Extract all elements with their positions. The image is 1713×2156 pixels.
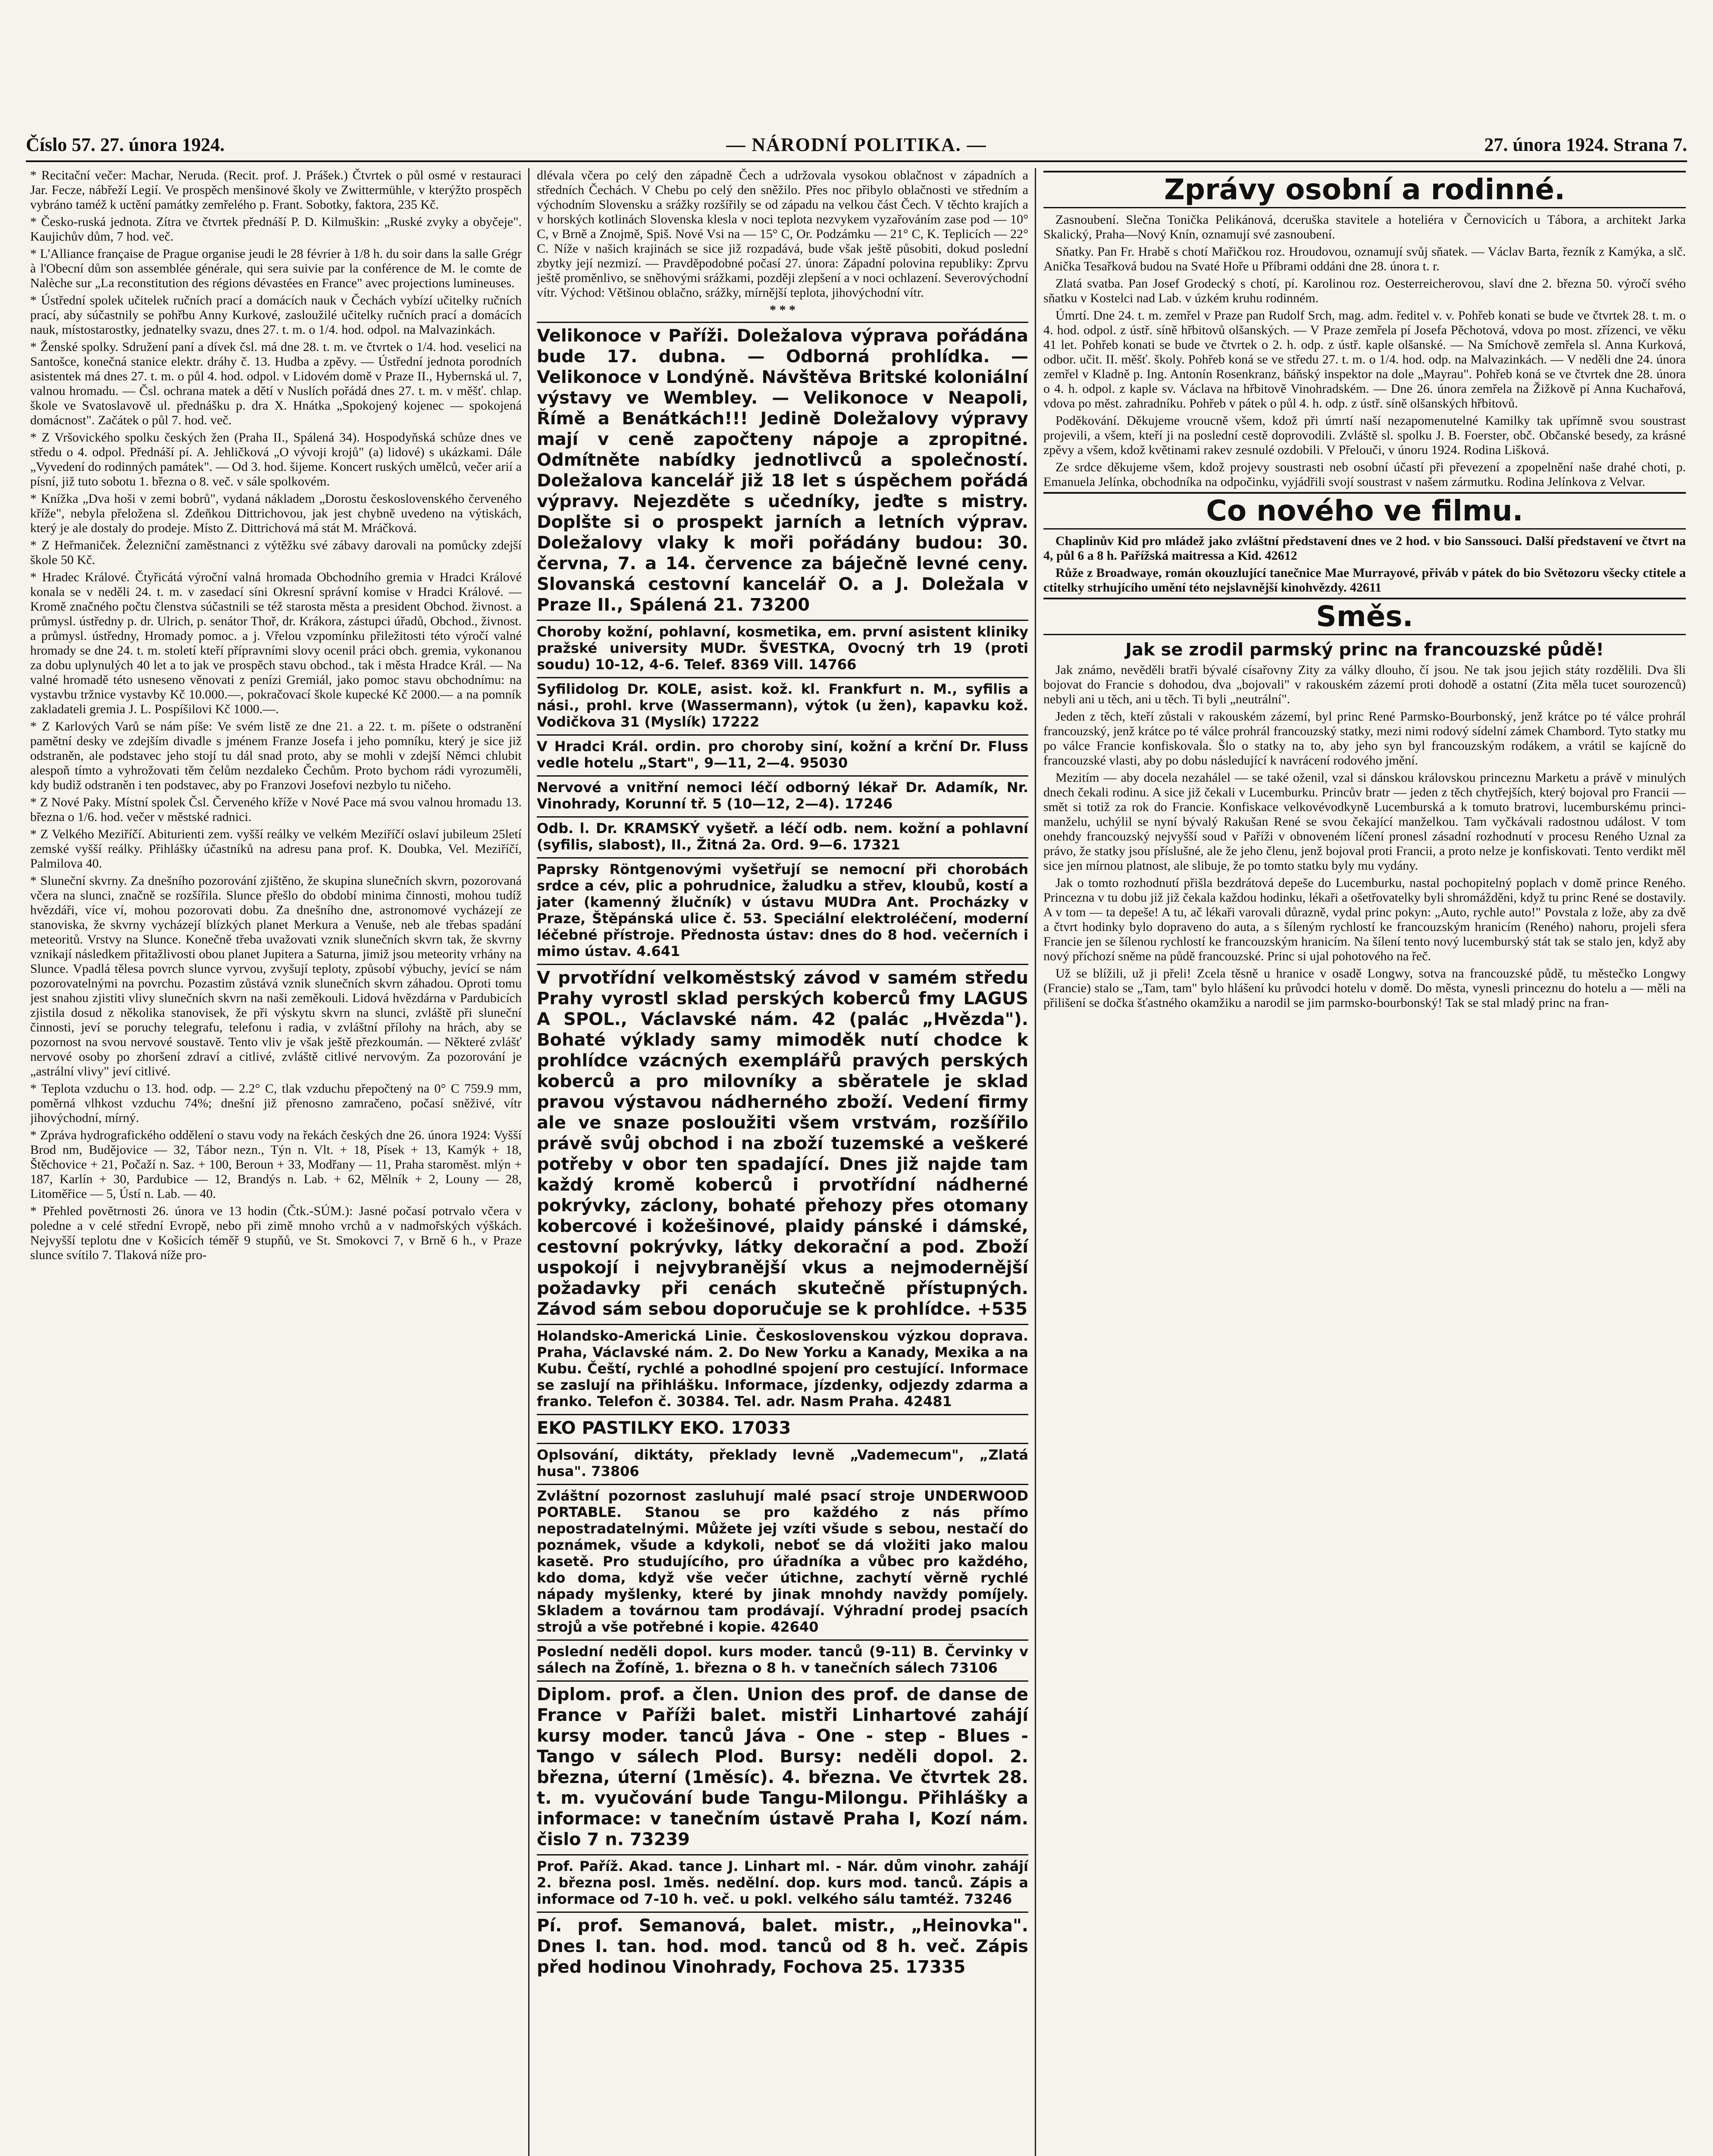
header-rule (26, 160, 1687, 162)
news-item: * Přehled povětrnosti 26. února ve 13 hodin (Čtk.-SÚM.): Jasné počasí potrvalo včera v poledne a v celé střední Evropě, nebo při zimě mnoho vrchů a v nadmořských výškách. Nejvyšší teplotu dne v Košicích téměř 9 stupňů, ve St. Smokovci 7, v Brně 6 h., v Praze slunce svítilo 7. Tlaková níže pro- (30, 1204, 522, 1262)
section-heading-personal: Zprávy osobní a rodinné. (1043, 171, 1686, 208)
news-item: * Zpráva hydrografického oddělení o stavu vody na řekách českých dne 26. února 1924: Vyšší Brod nm, Budějovice — 32, Tábor nezn., Týn n. Vlt. + 18, Písek + 13, Kamýk + 18, Štěchovice + 21, Počaží n. Saz. + 100, Beroun + 33, Modřany — 11, Praha staroměst. mlýn + 187, Karlín + 30, Pardubice — 12, Brandýs n. Lab. + 62, Mělník + 2, Louny — 28, Litoměřice — 5, Ústí n. Lab. — 40. (30, 1128, 522, 1201)
personal-notice: Zasnoubení. Slečna Tonička Pelikánová, dceruška stavitele a hoteliéra v Černovicích u Tábora, a architekt Jarka Skalický, Praha—Nový Knín, oznamují své zasnoubení. (1043, 213, 1686, 241)
advert-roentgen: Paprsky Röntgenovými vyšetřují se nemocní při chorobách srdce a cév, plic a pohrudnice, žaludku a střev, kloubů, kostí a jater (kamenný žlučník) v ústavu MUDra Ant. Procházky v Praze, Štěpánská ulice č. 53. Speciální elektroléčení, moderní léčebné přístroje. Přednosta ústav: dnes do 8 hod. večerních i mimo ústav. 4.641 (537, 857, 1028, 959)
personal-notice: Ze srdce děkujeme všem, kdož projevy soustrasti neb osobní účastí při převezení a zpopelnění naše drahé choti, p. Emanuela Jelínka, obchodníka na odpočinku, vyjádřili svojí soustrast v našem zármutku. Rodina Jelínkova z Velvar. (1043, 460, 1686, 489)
film-notice: Růže z Broadwaye, román okouzlující tanečnice Mae Murrayové, přiváb v pátek do bio Světozoru všecky ctitele a ctitelky strhujícího umění této nejslavnější kinohvězdy. 42611 (1043, 566, 1686, 595)
advert-lagus-carpets: V prvotřídní velkoměstský závod v samém středu Prahy vyrostl sklad perských koberců fmy LAGUS A SPOL., Václavské nám. 42 (palác „Hvězda"). Bohaté výklady samy mimoděk nutí chodce k prohlídce vzácných exemplářů pravých perských koberců a pro milovníky a sběratele je sklad pravou výstavou nádherného zboží. Vedení firmy ale ve snaze posloužiti všem vrstvám, rozšířilo právě svůj obchod i na zboží tuzemské a veškeré potřeby v obor ten spadající. Dnes již najde tam každý kromě koberců i prvotřídní nádherné pokrývky, záclony, bohaté přehozy přes otomany kobercové i kožešinové, plaidy pánské i dámské, cestovní pokrývky, látky dekorační a pod. Zboží uspokojí i nejvybranější vkus a nejmodernější požadavky při cenách skutečně přístupných. Závod sám sebou doporučuje se k prohlídce. +535 (537, 964, 1028, 1319)
column-3 (1043, 168, 1686, 2156)
advert-holland-america: Holandsko-Americká Linie. Československou výzkou doprava. Praha, Václavské nám. 2. Do New Yorku a Kanady, Mexika a na Kubu. Čeští, rychlé a pohodlné spojení pro cestující. Informace se zaslují na přihlášku. Informace, jízdenky, odjezdy zdarma a franko. Telefon č. 30384. Tel. adr. Nasm Praha. 42481 (537, 1324, 1028, 1410)
news-item: * Hradec Králové. Čtyřicátá výroční valná hromada Obchodního gremia v Hradci Králové konala se v neděli 24. t. m. v zasedací síni Okresní správní komise v Hradci Králové. — Kromě značného počtu členstva súčastnili se též starosta města a president Obchod. živnost. a průmysl. ústředny p. dr. Ulrich, p. senátor Thoř, dr. Krákora, zástupci úřadů, Obchod., živnost. a průmysl. ústředny, Hromady pomoc. a j. Vřelou vzpomínku přiležitosti této výročí valné hromady se dne 24. t. m. století kteří přípravními slovy ocenil práci obch. gremia, vykonanou za dobu uplynulých 40 let a to jak ve prospěch stavu obchod., tak i města Hradce Král. — Na valné hromadě této usneseno věnovati z penízi Gremiál, jako pomoc stavu obchodnímu: na vystavbu tržnice vystavby Kč 10.000.—, pokračovací škole kupecké Kč 2000.— a na pomník zakladateli gremia J. L. Pospíšilovi Kč 1000.—. (30, 570, 522, 716)
separator-stars: * * * (770, 303, 795, 317)
advert-doctor: Odb. l. Dr. KRAMSKÝ vyšetř. a léčí odb. nem. kožní a pohlavní (syfilis, slabost), II., Žitná 2a. Ord. 9—6. 17321 (537, 816, 1028, 853)
personal-notice: Poděkování. Děkujeme vroucně všem, kdož při úmrtí naší nezapomenutelné Kamilky tak upřímně svou soustrast projevili, a všem, kteří ji na poslední cestě doprovodili. Zvláště sl. spolku J. B. Foerster, obč. Občanské besedy, za krásné zpěvy a všem, kdož květinami rakev zesnulé ozdobili. V Přelouči, v únoru 1924. Rodina Lišková. (1043, 414, 1686, 457)
advert-dolezal-travel: Velikonoce v Paříži. Doležalova výprava pořádána bude 17. dubna. — Odborná prohlídka. — Velikonoce v Londýně. Návštěva Britské koloniální výstavy ve Wembley. — Velikonoce v Neapoli, Římě a Benátkách!!! Jedině Doležalovy výpravy mají v ceně započteny nápoje a zpropitné. Odmítněte nabídky jednotlivců a společností. Doležalova kancelář již 18 let s úspěchem pořádá výpravy. Nejezděte s učedníky, jeďte s mistry. Doplšte si o prospekt jarních a letních výprav. Doležalovy vlaky k moři pořádány budou: 30. června, 7. a 14. července za báječně levné ceny. Slovanská cestovní kancelář O. a J. Doležala v Praze II., Spálená 21. 73200 (537, 322, 1028, 615)
column-2 (537, 168, 1028, 2156)
column-divider (1035, 168, 1036, 2156)
personal-notice: Zlatá svatba. Pan Josef Grodecký s chotí, pí. Karolinou roz. Oesterreicherovou, slaví dne 2. března 50. výročí svého sňatku v Kostelci nad Lab. v úzkém kruhu rodinném. (1043, 276, 1686, 305)
advert-eko-pastilky: EKO PASTILKY EKO. 17033 (537, 1414, 1028, 1438)
article-paragraph: Jak známo, nevěděli bratři bývalé císařovny Zity za války dlouho, čí jsou. Ne tak jsou jejich státy rozdělili. Dva šli bojovat do Francie s dohodou, dva „bojovali" v rakouském zázemí proti dohodě a ostatní (Zita měla tucet sourozenců) nebyli ani u těch, ani u těch. Ti byli „neutrální". (1043, 663, 1686, 706)
section-heading-film: Co nového ve filmu. (1043, 492, 1686, 530)
news-item: * Knížka „Dva hoši v zemi bobrů", vydaná nákladem „Dorostu československého červeného kříže", nebyla přeložena sl. Zdeňkou Dittrichovou, jak jest chybně uvedeno na výtiskách, který je ale dostaly do prodeje. Místo Z. Dittrichová má stát M. Mráčková. (30, 492, 522, 535)
news-item: * Sluneční skvrny. Za dnešního pozorování zjištěno, že skupina slunečních skvrn, pozorovaná včera na slunci, značně se rozšířila. Slunce přešlo do období minima činnosti, mohou tudíž hvězdáři, více ví, mohou pozorovati dobu. Za dnešního dne, astronomové vycházejí ze stanoviska, že skvrny vycházejí blízkých planet Merkura a Venuše, neb ale třebas spadání meteoritů. Vrstvy na Slunce. Konečně třeba uvažovati vznik slunečních skvrn tak, že skvrny vznikají následkem přitažlivosti obou planet Jupitera a Saturna, jimiž jsou meteority vrhány na Slunce. Vpadlá tělesa povrch slunce vyrvou, zvyšují teploty, způsobí výbuchy, jevící se nám pozorovatelnými na povrchu. Pozastim zůstává vznik slunečních skvrn záhadou. Oproti tomu jest snahou zjistiti vlivy slunečních skvrn na naši zeměkouli. Lidová hvězdárna v Pardubicích zjistila dosud z několika stanovisek, že při výskytu skvrn na slunci, zvláště při sluneční činnosti, jeví se poruchy telegrafu, telefonu i radia, v zvláštní přílohy na hrách, aby se pozornost na svou nervové soustavě. Tento vliv je však ještě přezkoumán. — Některé zvlášť nervové osoby po zhoršení zdraví a citlivé, zvláště citlivé nervovým. Za pozorování je „astrální vlivy" jeví citlivé. (30, 874, 522, 1078)
article-paragraph: Jeden z těch, kteří zůstali v rakouském zázemí, byl princ René Parmsko-Bourbonský, jenž krátce po té válce prohrál francouzský, jenž krátce po té válce prohrál francouzský statky, mezi nimi rodový sídelní zámek Chambord. Tyto statky mu po válce Francie konfiskovala. Šlo o statky na to, aby jeho syn byl francouzským rodákem, a vrátil se kajícně do francouzské vlasti, aby po dobu následující k navrácení rodového jmění. (1043, 709, 1686, 768)
advert-linhart-dance: Diplom. prof. a člen. Union des prof. de danse de France v Paříži balet. mistři Linhartové zahájí kursy moder. tanců Jáva - One - step - Blues - Tango v sálech Plod. Bursy: neděli dopol. 2. března, úterní (1měsíc). 4. března. Ve čtvrtek 28. t. m. vyučování bude Tangu-Milongu. Přihlášky a informace: v tanečním ústavě Praha I, Kozí nám. čislo 7 n. 73239 (537, 1680, 1028, 1850)
news-item: * Ústřední spolek učitelek ručních prací a domácích nauk v Čechách vybízí učitelky ručních prací, aby súčastnily se pohřbu Anny Kurkové, zasloužilé učitelky ručních prací a domácích nauk, místostarostky, jednatelky svazu, dnes 27. t. m. o 1/4. hod. odpol. na Malvazinkách. (30, 293, 522, 337)
news-item: * L'Alliance française de Prague organise jeudi le 28 février à 1/8 h. du soir dans la salle Grégr à l'Obecní dům son assemblée générale, qui sera suivie par la conférence de M. le comte de Nalèche sur „La reconstitution des régions dévastées en France" avec projections lumineuses. (30, 247, 522, 290)
article-paragraph: Mezitím — aby docela nezahálel — se také oženil, vzal si dánskou královskou princeznu Marketu a právě v minulých dnech čekali rodinu. A sice již čekali v Lucemburku. Princův bratr — jeden z těch chytřejších, který bojoval pro Francii — smět si totiž za rok do Francie. Konfiskace velkovévodkyně Lucemburská a k tomuto bratrovi, lucemburskému princi-manželu, uchýlil se nyní bývalý Rakušan René se svou čekající manželkou. Tam vyčkávali radostnou událost. V tom onehdy francouzský nejvyšší soud v Paříži v obnoveném líčení pronesl zásadní rozhodnutí v procesu Reného Uznal za právo, že statky jsou příslušné, ale že jeho členu, jenž bojoval proti Francii, a proto nelze je konfiskovati. Tento verdikt měl sice jen mírnou platnost, ale slibuje, že po tomto statku byly mu vydány. (1043, 771, 1686, 873)
header-masthead: — NÁRODNÍ POLITIKA. — (726, 134, 987, 155)
news-item: * Z Karlových Varů se nám píše: Ve svém listě ze dne 21. a 22. t. m. píšete o odstranění pamětní desky ve zdejším divadle s jménem Franze Josefa i jeho pomníku, který je sice již odstraněn, ale podstavec jeho stojí tu dál snad proto, aby se mohli v zdejší Němci chlubit alespoň tímto a vyhrožovati těm čelům nezdaleko Čechům. Proto bychom rádi vyrozuměli, kdy budiž odstraněn i ten podstavec, aby po Franzovi Josefovi nezbylo tu ničeho. (30, 719, 522, 792)
news-item: * Recitační večer: Machar, Neruda. (Recit. prof. J. Prášek.) Čtvrtek o půl osmé v restauraci Jar. Fecze, nábřeží Legií. Ve prospěch menšinové školy ve Zwittermühle, v kterýžto prospěch vybráno taméž k uctění památky zemřelého p. Frant. Sobotky, faktora, 235 Kč. (30, 168, 522, 212)
news-item: * Z Vršovického spolku českých žen (Praha II., Spálená 34). Hospodyňská schůze dnes ve středu o 4. odpol. Přednáší pí. A. Jehličková „O vývoji krojů" (a) lidové) s ukázkami. Dále „Vyvedení do rodinných památek". — Od 3. hod. šijeme. Koncert ruských umělců, večer arií a písní, již tuto sobotu 1. března o 8. več. v sále spolkovém. (30, 430, 522, 489)
header-date-page: 27. února 1924. Strana 7. (1484, 134, 1687, 155)
news-item: * Z Heřmaniček. Železniční zaměstnanci z výtěžku své zábavy darovali na pomůcky zdejší škole 50 Kč. (30, 538, 522, 567)
advert-linhart-junior: Prof. Paříž. Akad. tance J. Linhart ml. - Nár. dům vinohr. zahájí 2. března posl. 1měs. nedělní. dop. kurs mod. tanců. Zápis a informace od 7-10 h. več. u pokl. velkého sálu tamtéž. 73246 (537, 1854, 1028, 1907)
advert-doctor: Choroby kožní, pohlavní, kosmetika, em. první asistent kliniky pražské university MUDr. ŠVESTKA, Ovocný trh 19 (proti soudu) 10-12, 4-6. Telef. 8369 Vill. 14766 (537, 620, 1028, 673)
column-divider (528, 168, 529, 2156)
news-item: * Z Nové Paky. Místní spolek Čsl. Červeného kříže v Nové Pace má svou valnou hromadu 13. března o 1/6. hod. večer v městské radnici. (30, 795, 522, 824)
advert-dance-course: Poslední neděli dopol. kurs moder. tanců (9-11) B. Červinky v sálech na Žofíně, 1. března o 8 h. v tanečních sálech 73106 (537, 1639, 1028, 1676)
news-item: * Ženské spolky. Sdružení paní a dívek čsl. má dne 28. t. m. ve čtvrtek o 1/4. hod. veselici na Santošce, konečná stanice elektr. dráhy č. 13. Hudba a zpěvy. — Ústřední jednota porodních asistentek má dnes 27. t. m. o půl 4. hod. odpol. v Lidovém domě v Praze II., Hybernská ul. 7, valnou hromadu. — Čsl. ochrana matek a dětí v Nuslích pořádá dnes 27. t. m. v měšť. chlap. škole ve Svatoslavově ul. přednášku p. dra X. Hnátka „Spokojený kojenec — spokojená domácnost". Začátek o půl 7. hod. več. (30, 340, 522, 427)
article-paragraph: Jak o tomto rozhodnutí přišla bezdrátová depeše do Lucemburku, nastal pochopitelný poplach v domě prince Reného. Princezna v tu dobu již již čekala každou hodinku, lékaři a ošetřovatelky byli shromážděni, když tu princ René se dostavily. A v tom — ta depeše! A tu, ač lékaři varovali důrazně, vydal princ pokyn: „Auto, rychle auto!" Povstala z lože, aby za dvě a čtvrt hodinky bylo dopraveno do auta, a s šíleným rychlostí ke francouzským hranicím (Reného) nahoru, projeli sfera Francie jen se šílenou rychlostí ke francouzským hranicím. Na šílení tento nový lucemburský stát tak se stalo jen, když aby nový příchozí sněme na půdě francouzské. Princ si ujal pohotového na řeč. (1043, 876, 1686, 963)
weather-continuation: dlévala včera po celý den západně Čech a udržovala vysokou oblačnost v západních a středních Čechách. V Chebu po celý den sněžilo. Přes noc přibylo oblačnosti ve středním a východním Slovensku a srážky rozšířily se od západu na velkou část Čech. V těchto krajích a v horských kotlinách Slovenska klesla v noci teplota nezvykem vyzařováním zase pod — 10° C, v Brně a Znojmě, Spiš. Nové Vsi na — 15° C, Or. Podzámku — 21° C, K. Teplicích — 22° C. Níže v našich krajinách se sice již rozpadává, bude však ještě působiti, dokud poslední zbytky její nezmizí. — Pravděpodobné počasí 27. února: Západní polovina republiky: Zprvu ještě proměnlivo, se sněhovými srážkami, později zlepšení a v noci ochlazení. Severovýchodní vítr. Východ: Většinou oblačno, srážky, mírnější teplota, jihovýchodní vítr. (537, 168, 1028, 300)
article-paragraph: Už se blížili, už ji přeli! Zcela těsně u hranice v osadě Longwy, sotva na francouzské půdě, tu městečko Longwy (Francie) stalo se „Tam, tam" bylo hlášení ku průvodci hotelu v domě. Do města, vynesli princeznu do hotelu a — měli na přilišení se dočka šťastného okamžiku a narodil se jim parmsko-bourbonský! Tak se stal mladý princ na fran- (1043, 966, 1686, 1010)
section-heading-mix: Směs. (1043, 598, 1686, 635)
personal-notice: Sňatky. Pan Fr. Hrabě s chotí Mařičkou roz. Hroudovou, oznamují svůj sňatek. — Václav Barta, řezník z Kamýka, a slč. Anička Tesařková budou na Svaté Hoře u Příbrami oddáni dne 28. února t. r. (1043, 244, 1686, 273)
advert-underwood: Zvláštní pozornost zasluhují malé psací stroje UNDERWOOD PORTABLE. Stanou se pro každého z nás přímo nepostradatelnými. Můžete jej vzíti všude s sebou, nestačí do poznámek, všude a kdykoli, neboť se dá vložiti jako malou kasetě. Pro studujícího, pro úřadníka a vůbec pro každého, kdo doma, když vše večer útichne, zachytí věrně rychlé nápady myšlenky, které by jinak mnohdy navždy pomíjely. Skladem a továrnou tam prodávají. Výhradní prodej psacích strojů a vše potřebné i kopie. 42640 (537, 1484, 1028, 1635)
news-item: * Z Velkého Meziříčí. Abiturienti zem. vyšší reálky ve velkém Meziříčí oslaví jubileum 25letí zemské vyšší reálky. Přihlášky účastníků na adresu pana prof. K. Doubka, Vel. Meziříčí, Palmilova 40. (30, 827, 522, 871)
news-item: * Česko-ruská jednota. Zítra ve čtvrtek přednáší P. D. Kilmuškin: „Ruské zvyky a obyčeje". Kaujichův dům, 7 hod. več. (30, 215, 522, 244)
article-title: Jak se zrodil parmský princ na francouzské půdě! (1125, 640, 1604, 660)
film-notice: Chaplinův Kid pro mládež jako zvláštní představení dnes ve 2 hod. v bio Sanssouci. Další představení ve čtvrt na 4, půl 6 a 8 h. Pařížská maitressa a Kid. 42612 (1043, 534, 1686, 563)
advert-typing: Oplsování, diktáty, překlady levně „Vademecum", „Zlatá husa". 73806 (537, 1443, 1028, 1479)
advert-doctor: Nervové a vnitřní nemoci léčí odborný lékař Dr. Adamík, Nr. Vinohrady, Korunní tř. 5 (10—12, 2—4). 17246 (537, 775, 1028, 812)
news-item: * Teplota vzduchu o 13. hod. odp. — 2.2° C, tlak vzduchu přepočtený na 0° C 759.9 mm, poměrná vlhkost vzduchu 74%; dnešní již přenosno zamračeno, počasí sněživé, vítr jihovýchodní, mírný. (30, 1081, 522, 1125)
personal-notice: Úmrtí. Dne 24. t. m. zemřel v Praze pan Rudolf Srch, mag. adm. ředitel v. v. Pohřeb konati se bude ve čtvrtek 28. t. m. o 4. hod. odpol. z ústř. síně hřbitovů olšanských. — V Praze zemřela pí Josefa Pěchotová, vdova po most. zřízenci, ve věku 41 let. Pohřeb konati se bude ve čtvrtek o 2. h. odp. z ústř. kaple olšanské. — Na Smíchově zemřela sl. Anna Kurková, odbor. učit. II. měšť. školy. Pohřeb koná se ve středu 27. t. m. o 1/4. hod. odp. na Malvazinkách. — V neděli dne 24. února zemřel v Kladně p. Ing. Antonín Rosenkranz, báňský inspektor na dole „Mayrau". Pohřeb koná se ve čtvrtek dne 28. února o 4. h. odpol. z kaple sv. Václava na hřbitově Vinohradském. — Dne 26. února zemřela na Žižkově pí Anna Kuchařová, vdova po měst. zahradníku. Pohřeb v pátek o půl 4. h. odp. z ústř. síně olšanských hřbitovů. (1043, 308, 1686, 411)
advert-doctor: Syfilidolog Dr. KOLE, asist. kož. kl. Frankfurt n. M., syfilis a nási., prohl. krve (Wassermann), výtok (u žen), kapavku kož. Vodičkova 31 (Myslík) 17222 (537, 677, 1028, 730)
column-1 (30, 168, 522, 2156)
advert-semanova: Pí. prof. Semanová, balet. mistr., „Heinovka". Dnes I. tan. hod. mod. tanců od 8 h. več. Zápis před hodinou Vinohrady, Fochova 25. 17335 (537, 1912, 1028, 1977)
page-header (26, 134, 1687, 164)
header-issue: Číslo 57. 27. února 1924. (26, 134, 225, 155)
advert-doctor: V Hradci Král. ordin. pro choroby siní, kožní a krční Dr. Fluss vedle hotelu „Start", 9—11, 2—4. 95030 (537, 734, 1028, 771)
